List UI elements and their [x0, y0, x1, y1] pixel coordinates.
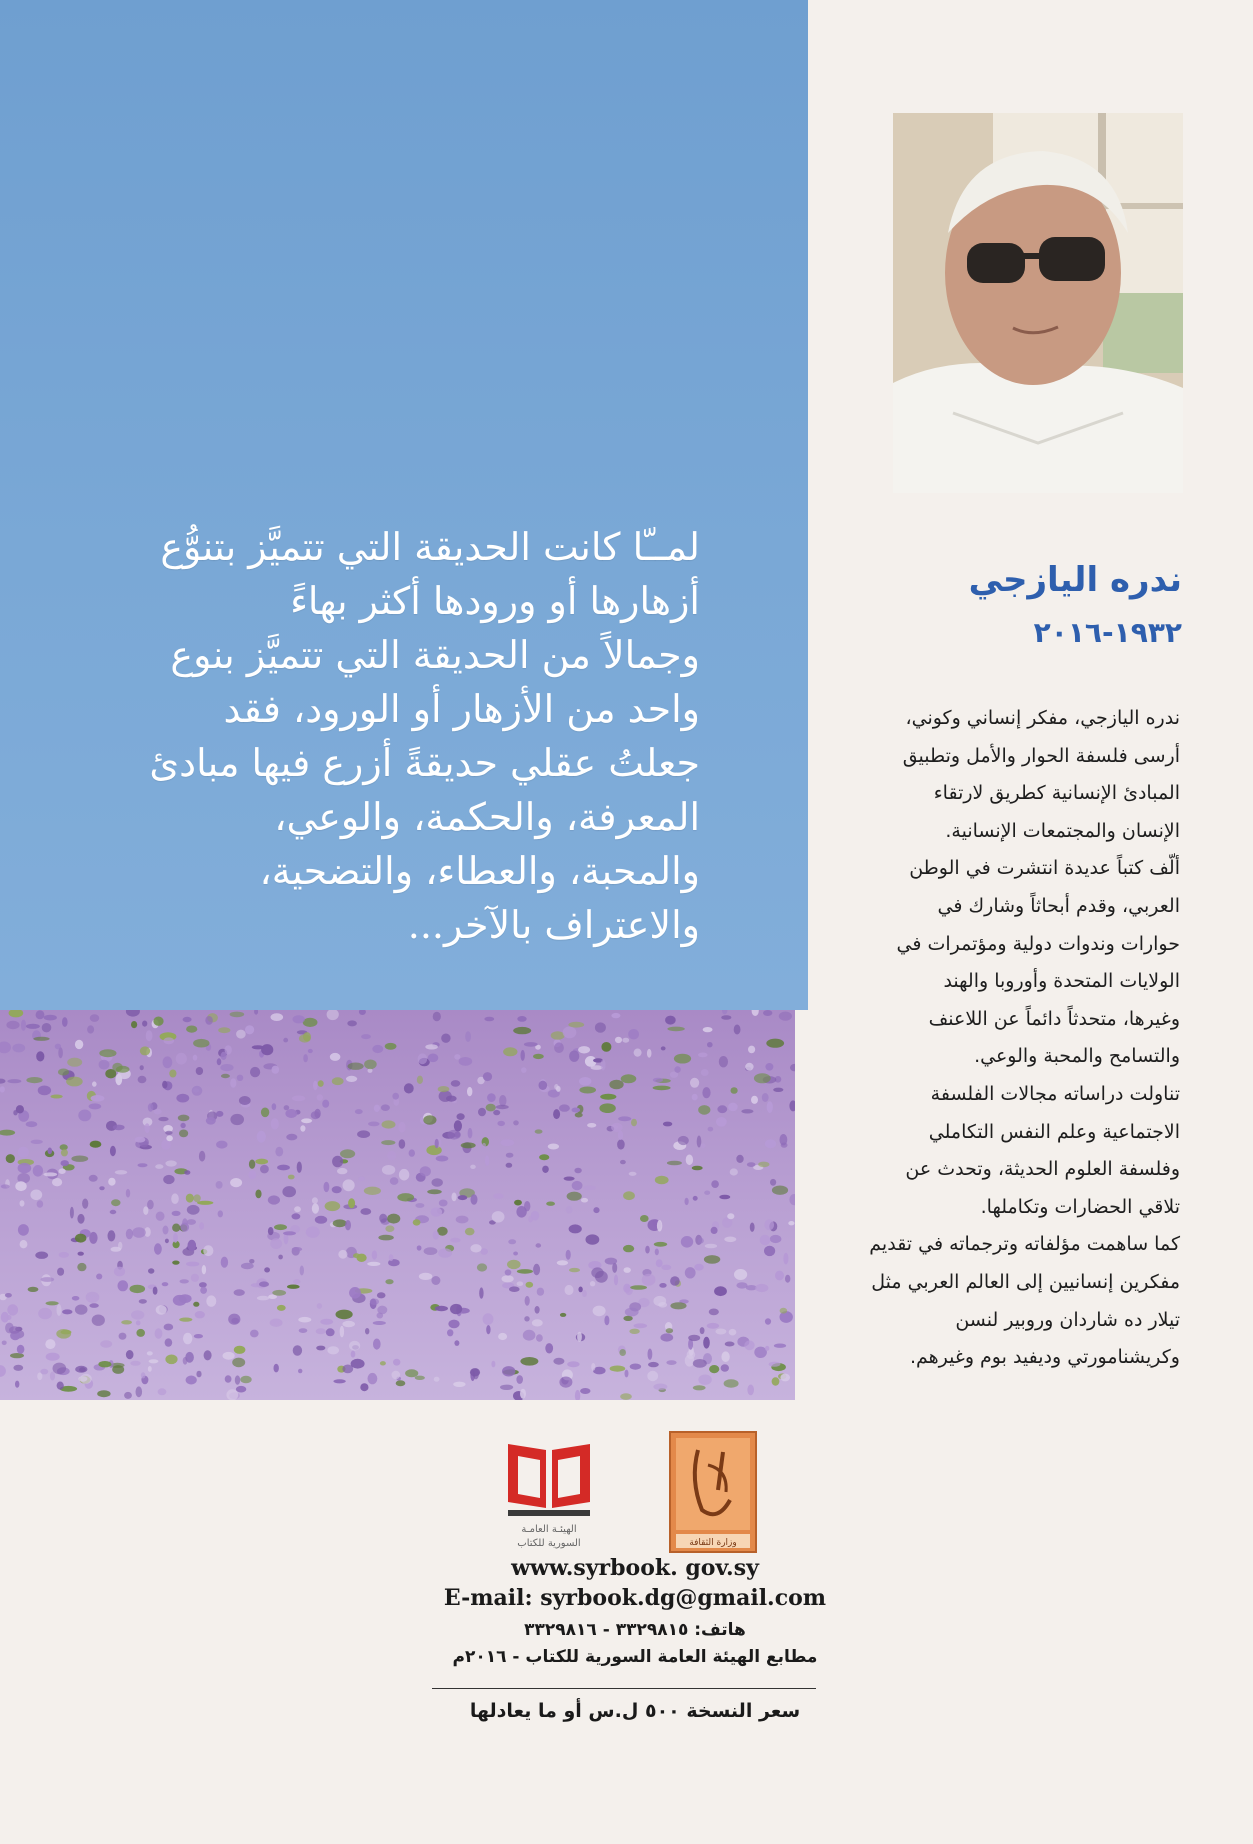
bio-line: تلاقي الحضارات وتكاملها. — [980, 1195, 1180, 1218]
bio-line: المبادئ الإنسانية كطريق لارتقاء — [933, 782, 1180, 805]
author-portrait — [893, 113, 1183, 493]
portrait-graphic — [893, 113, 1183, 493]
quote-line: واحد من الأزهار أو الورود، فقد — [223, 687, 700, 731]
back-cover-quote — [110, 520, 700, 952]
bio-line: وفلسفة العلوم الحديثة، وتحدث عن — [905, 1158, 1180, 1181]
quote-line: لمــّا كانت الحديقة التي تتميَّز بتنوُّع — [160, 525, 700, 569]
publisher-logo — [500, 1438, 598, 1552]
open-book-icon — [500, 1438, 598, 1552]
bio-line: تيلار ده شاردان وروبير لنسن — [955, 1308, 1180, 1331]
bio-line: ألّف كتباً عديدة انتشرت في الوطن — [909, 857, 1180, 880]
bio-line: مفكرين إنسانيين إلى العالم العربي مثل — [871, 1270, 1180, 1293]
quote-line: والمحبة، والعطاء، والتضحية، — [259, 849, 700, 893]
quote-line: وجمالاً من الحديقة التي تتميَّز بنوع — [170, 633, 700, 677]
copy-price: سعر النسخة ٥٠٠ ل.س أو ما يعادلها — [469, 1700, 801, 1722]
bio-line: وغيرها، متحدثاً دائماً عن اللاعنف — [928, 1007, 1180, 1030]
bio-line: والتسامح والمحبة والوعي. — [974, 1045, 1180, 1068]
author-name: ندره اليازجي — [968, 560, 1182, 600]
publisher-phone: هاتف: ٣٣٢٩٨١٥ - ٣٣٢٩٨١٦ — [524, 1620, 746, 1640]
bio-line: وكريشنامورتي وديفيد بوم وغيرهم. — [909, 1346, 1180, 1369]
ministry-of-culture-logo — [668, 1430, 758, 1554]
bio-line: العربي، وقدم أبحاثاً وشارك في — [937, 894, 1180, 917]
bio-line: أرسى فلسفة الحوار والأمل وتطبيق — [902, 744, 1180, 767]
bio-line: الإنسان والمجتمعات الإنسانية. — [945, 819, 1180, 842]
author-years: ١٩٣٢-٢٠١٦ — [1033, 616, 1182, 649]
publisher-logo-text-2: السورية للكتاب — [517, 1538, 581, 1549]
bio-line: ندره اليازجي، مفكر إنساني وكوني، — [905, 707, 1180, 729]
footer-divider — [432, 1688, 816, 1689]
publisher-website: www.syrbook. gov.sy — [511, 1555, 759, 1581]
bio-line: كما ساهمت مؤلفاته وترجماته في تقديم — [869, 1233, 1180, 1256]
author-biography — [830, 700, 1180, 1377]
quote-line: جعلتُ عقلي حديقةً أزرع فيها مبادئ — [149, 741, 700, 785]
printer-line: مطابع الهيئة العامة السورية للكتاب - ٢٠١٦م — [452, 1647, 818, 1667]
flower-field-graphic — [0, 1010, 795, 1400]
ministry-emblem-icon — [668, 1430, 758, 1554]
quote-line: أزهارها أو ورودها أكثر بهاءً — [290, 579, 700, 623]
bio-line: حوارات وندوات دولية ومؤتمرات في — [896, 932, 1180, 955]
quote-line: المعرفة، والحكمة، والوعي، — [274, 795, 700, 839]
bio-line: الاجتماعية وعلم النفس التكاملي — [928, 1120, 1180, 1143]
flower-field-image — [0, 1010, 795, 1400]
quote-line: والاعتراف بالآخر... — [407, 903, 700, 947]
bio-line: تناولت دراساته مجالات الفلسفة — [930, 1082, 1180, 1105]
publisher-email: E-mail: syrbook.dg@gmail.com — [443, 1585, 827, 1611]
ministry-logo-text: وزارة الثقافة — [689, 1538, 737, 1548]
publisher-logo-text-1: الهيئـة العامـة — [521, 1524, 577, 1535]
bio-line: الولايات المتحدة وأوروبا والهند — [943, 970, 1180, 993]
